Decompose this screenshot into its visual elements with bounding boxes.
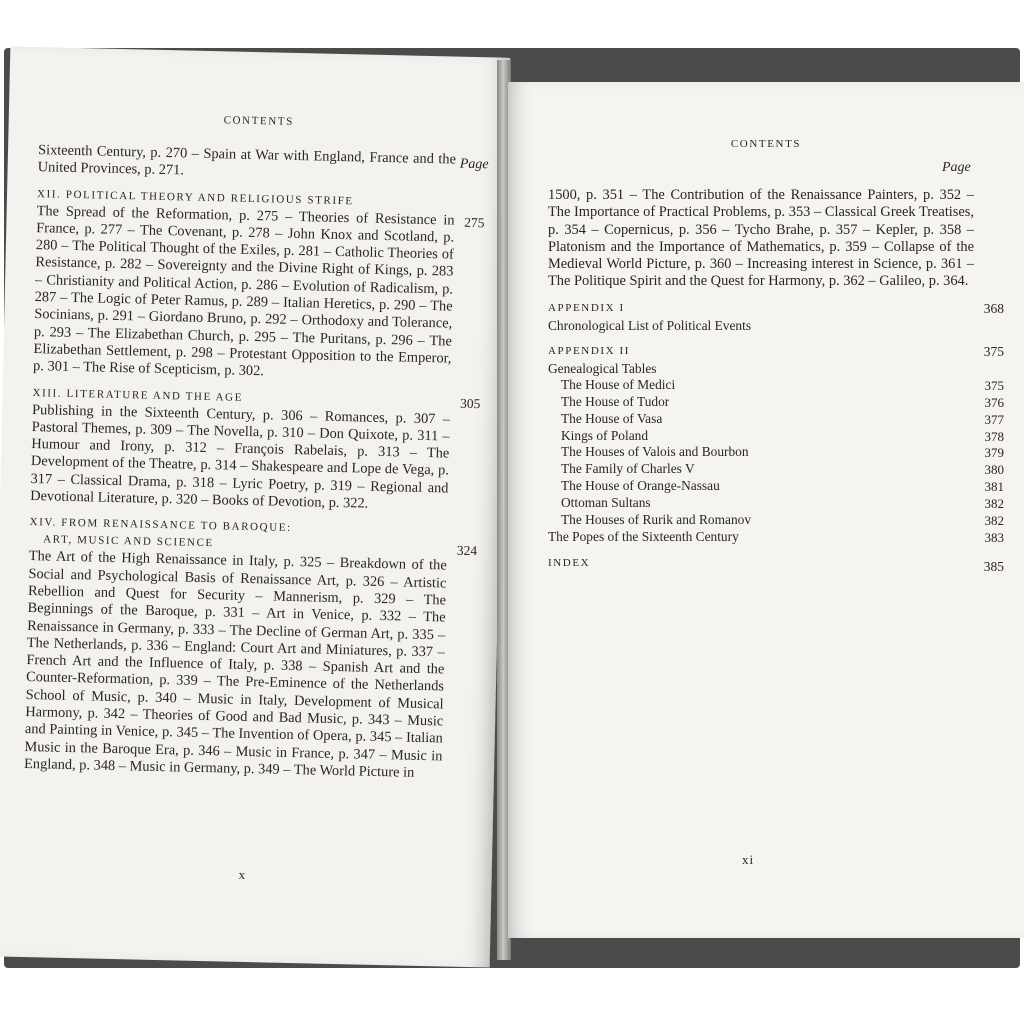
list-item-label: Kings of Poland bbox=[561, 427, 649, 443]
appendix-entry bbox=[548, 343, 1004, 546]
folio: x bbox=[238, 866, 247, 883]
entry-body: Publishing in the Sixteenth Century, p. 306 – Romances, p. 307 – Pastoral Themes, p. 309 – The Novella, p. 310 – Don Quixote, p. 311 – Humour and Irony, p. 312 – François Rabelais, p. 313 – The Development of the Theatre, p. 314 – Shakespeare and Lope de Vega, p. 317 – Classical Drama, p. 318 – Lyric Poetry, p. 319 – Regional and Devotional Literature, p. 320 – Books of Devotion, p. 322. bbox=[30, 401, 451, 512]
entry-body: The Spread of the Reformation, p. 275 – Theories of Resistance in France, p. 277 – The Covenant, p. 278 – John Knox and Scotland, p. 280 – The Political Thought of the Exiles, p. 281 – Catholic Theories of Resistance, p. 282 – Sovereignty and the Divine Right of Kings, p. 283 – Christianity and Political Action, p. 286 – Evolution of Radicalism, p. 287 – The Logic of Peter Ramus, p. 289 – Italian Heretics, p. 290 – The Socinians, p. 291 – Giordano Bruno, p. 292 – Orthodoxy and Tolerance, p. 293 – The Elizabethan Church, p. 295 – The Puritans, p. 296 – The Elizabethan Settlement, p. 298 – Protestant Opposition to the Emperor, p. 301 – The Rise of Scepticism, p. 302. bbox=[32, 202, 455, 380]
chapter-title: XIV. FROM RENAISSANCE TO BAROQUE: bbox=[29, 516, 292, 535]
list-item-label: The House of Tudor bbox=[561, 393, 670, 409]
page-number: 324 bbox=[456, 543, 478, 559]
list-item-label: The Family of Charles V bbox=[561, 461, 695, 477]
contents-entry bbox=[548, 187, 974, 291]
list-item-label: The House of Vasa bbox=[561, 410, 663, 426]
page-number: 375 bbox=[984, 377, 1004, 393]
entry-body: 1500, p. 351 – The Contribution of the Renaissance Painters, p. 352 – The Importance of Practical Problems, p. 353 – Classical Greek Treatises, p. 354 – Copernicus, p. 356 – Tycho Brahe, p. 357 – Kepler, p. 358 – Platonism and the Importance of Mathematics, p. 359 – Collapse of the Medieval World Picture, p. 360 – Increasing interest in Science, p. 361 – The Politique Spirit and the Quest for Harmony, p. 362 – Galileo, p. 364. bbox=[548, 187, 974, 290]
page-number: 305 bbox=[459, 395, 481, 411]
index-entry bbox=[548, 555, 1004, 574]
page-number: 375 bbox=[983, 343, 1004, 359]
chapter-title: XIII. LITERATURE AND THE AGE bbox=[32, 386, 244, 404]
contents-entry bbox=[30, 385, 481, 515]
list-item-label: The Houses of Rurik and Romanov bbox=[561, 512, 752, 528]
page-number: 382 bbox=[984, 496, 1004, 512]
page-column-label: Page bbox=[942, 160, 971, 175]
page-number: 368 bbox=[983, 300, 1004, 316]
index-title: INDEX bbox=[548, 556, 591, 569]
left-page bbox=[0, 46, 510, 967]
page-number: 275 bbox=[464, 214, 485, 230]
page-number: 381 bbox=[984, 479, 1004, 495]
appendix-entry bbox=[548, 300, 1004, 334]
list-item bbox=[548, 393, 1004, 411]
folio: xi bbox=[742, 852, 755, 867]
entry-body: The Art of the High Renaissance in Italy, p. 325 – Breakdown of the Social and Psychological Basis of Renaissance Art, p. 326 – Artistic Rebellion and Quest for Security – Mannerism, p. 329 – The Beginnings of the Baroque, p. 331 – Art in Venice, p. 332 – The Renaissance in Germany, p. 333 – The Decline of German Art, p. 335 – The Netherlands, p. 336 – England: Court Art and Miniatures, p. 337 – French Art and the Influence of Italy, p. 338 – Spanish Art and the Counter-Reformation, p. 339 – The Pre-Eminence of the Netherlands School of Music, p. 340 – Music in Italy, Development of Musical Harmony, p. 342 – Theories of Good and Bad Music, p. 343 – Music and Painting in Venice, p. 345 – The Invention of Opera, p. 345 – Italian Music in the Baroque Era, p. 346 – Music in France, p. 347 – Music in England, p. 348 – Music in Germany, p. 349 – The World Picture in bbox=[23, 548, 447, 781]
list-item-label: Ottoman Sultans bbox=[561, 495, 651, 511]
page-number: 382 bbox=[984, 513, 1004, 529]
appendix-title: APPENDIX I bbox=[548, 301, 625, 314]
page-column-label: Page bbox=[459, 156, 489, 173]
page-number: 383 bbox=[984, 529, 1004, 545]
contents-entry bbox=[23, 514, 478, 782]
page-number: 380 bbox=[984, 462, 1004, 478]
running-head: CONTENTS bbox=[730, 138, 802, 150]
list-item bbox=[548, 478, 1004, 495]
contents-list bbox=[548, 187, 1004, 581]
page-number: 385 bbox=[983, 558, 1004, 574]
appendix-subtitle: Genealogical Tables bbox=[548, 360, 657, 376]
chapter-subtitle: ART, MUSIC AND SCIENCE bbox=[43, 533, 214, 550]
right-page bbox=[508, 82, 1024, 938]
page-number: 376 bbox=[984, 394, 1004, 410]
appendix-subtitle: Chronological List of Political Events bbox=[548, 317, 752, 333]
list-item bbox=[548, 410, 1004, 428]
list-item bbox=[548, 444, 1004, 461]
list-item bbox=[548, 461, 1004, 478]
list-item-label: The Houses of Valois and Bourbon bbox=[561, 444, 749, 460]
genealogical-tables-list bbox=[548, 376, 1004, 546]
running-head: CONTENTS bbox=[223, 114, 295, 128]
list-item bbox=[548, 495, 1004, 512]
page-number: 379 bbox=[984, 445, 1004, 461]
page-number: 377 bbox=[984, 411, 1004, 427]
page-number: 378 bbox=[984, 428, 1004, 444]
list-item-label: The House of Orange-Nassau bbox=[561, 478, 720, 494]
list-item bbox=[548, 528, 1004, 546]
chapter-title: XII. POLITICAL THEORY AND RELIGIOUS STRIFE bbox=[36, 187, 354, 207]
appendix-title: APPENDIX II bbox=[548, 344, 631, 357]
list-item bbox=[548, 376, 1004, 394]
list-item bbox=[548, 427, 1004, 445]
list-item-label: The Popes of the Sixteenth Century bbox=[548, 528, 739, 544]
contents-entry bbox=[32, 186, 485, 385]
list-item bbox=[548, 512, 1004, 529]
contents-entry bbox=[37, 142, 456, 186]
list-item-label: The House of Medici bbox=[561, 376, 676, 392]
entry-body: Sixteenth Century, p. 270 – Spain at War with England, France and the United Provinces, p. 271. bbox=[37, 142, 457, 179]
